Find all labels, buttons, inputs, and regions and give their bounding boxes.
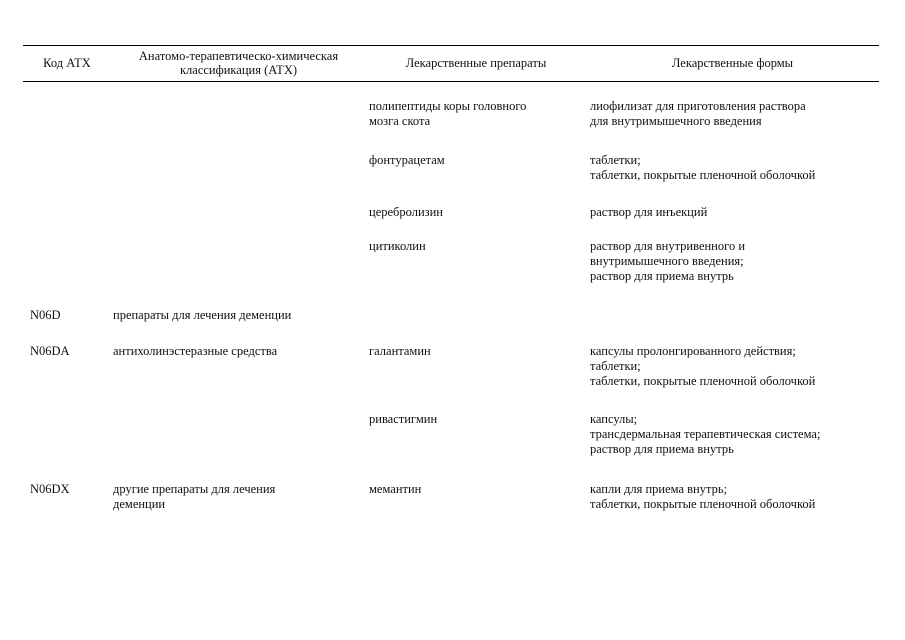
table-cell-code: N06DA	[30, 344, 70, 358]
table-cell-name: другие препараты для лечения деменции	[113, 482, 276, 511]
table-cell-drug: ривастигмин	[369, 412, 438, 426]
header-forms	[586, 45, 879, 81]
table-cell-forms: таблетки; таблетки, покрытые пленочной оболочкой	[590, 153, 816, 182]
table-cell-drug: цитиколин	[369, 239, 426, 253]
header-classification	[111, 45, 366, 81]
table-cell-forms: капли для приема внутрь; таблетки, покрытые пленочной оболочкой	[590, 482, 816, 511]
table-cell-forms: лиофилизат для приготовления раствора для внутримышечного введения	[590, 99, 806, 128]
header-drugs-label: Лекарственные препараты	[405, 56, 547, 70]
table-cell-name: препараты для лечения деменции	[113, 308, 292, 322]
table-cell-drug: церебролизин	[369, 205, 443, 219]
table-cell-forms: капсулы пролонгированного действия; таблетки; таблетки, покрытые пленочной оболочкой	[590, 344, 816, 388]
table-cell-drug: мемантин	[369, 482, 422, 496]
table-cell-name: антихолинэстеразные средства	[113, 344, 278, 358]
table-cell-drug: полипептиды коры головного мозга скота	[369, 99, 527, 128]
table-cell-code: N06D	[30, 308, 61, 322]
table-header-rule	[23, 81, 879, 82]
table-cell-drug: галантамин	[369, 344, 431, 358]
table-cell-forms: раствор для инъекций	[590, 205, 708, 219]
table-cell-code: N06DX	[30, 482, 70, 496]
table-cell-forms: капсулы; трансдермальная терапевтическая система; раствор для приема внутрь	[590, 412, 821, 456]
table-cell-forms: раствор для внутривенного и внутримышечного введения; раствор для приема внутрь	[590, 239, 746, 283]
header-drugs	[366, 45, 586, 81]
header-classification-label: Анатомо-терапевтическо-химическая классификация (АТХ)	[138, 49, 339, 77]
table-cell-drug: фонтурацетам	[369, 153, 445, 167]
header-code	[23, 45, 111, 81]
header-code-label: Код АТХ	[43, 56, 91, 70]
header-forms-label: Лекарственные формы	[671, 56, 794, 70]
